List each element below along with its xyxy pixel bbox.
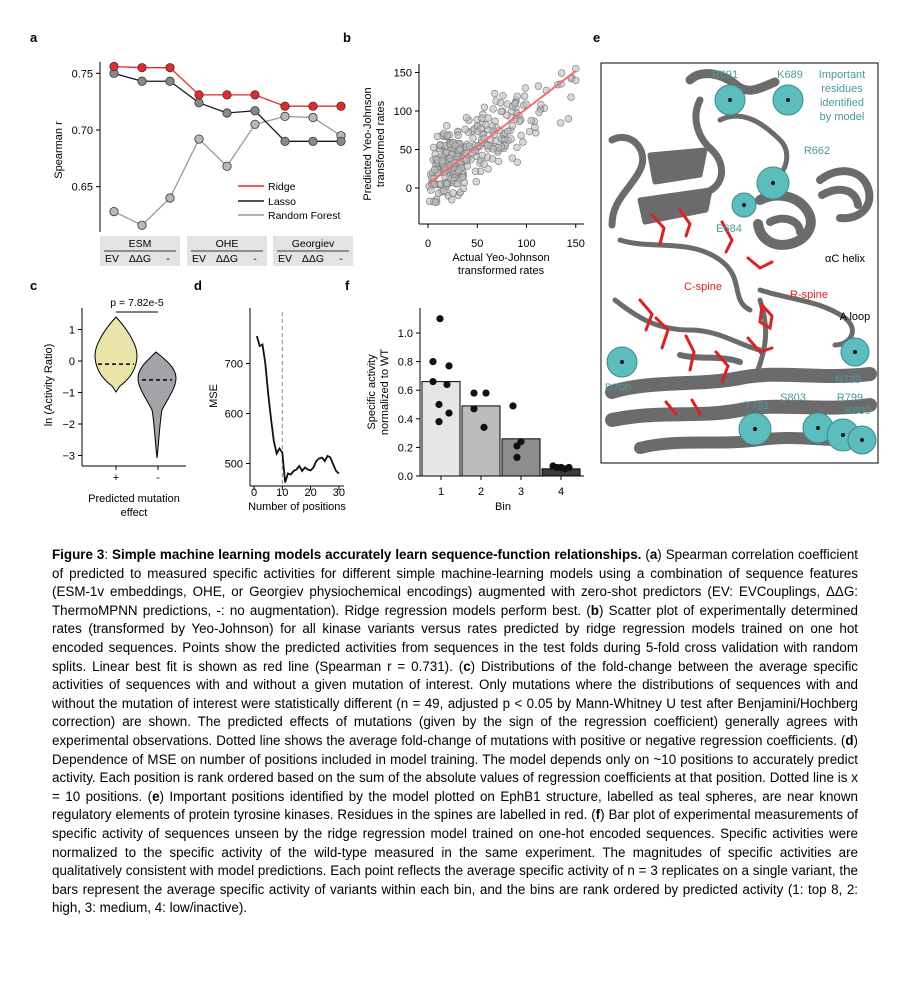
b-scatter-point [514,159,521,166]
f-point-bin-3 [509,402,516,409]
b-scatter-point [536,109,543,116]
b-scatter-point [430,144,437,151]
a-y-ticks [72,68,100,193]
panel-letter-f: f [345,278,350,293]
note-line-3: identified [819,97,865,109]
b-scatter-point [472,168,479,175]
b-scatter-point [504,128,511,135]
b-scatter-point [495,158,502,165]
panel-letter-a: a [30,30,38,45]
c-x-tick-positive: + [112,472,120,484]
a-y-tick-label: 0.75 [71,68,93,81]
note-line-2: residues [821,83,863,95]
b-scatter-point [462,126,469,133]
caption-letter-f: f [595,807,601,823]
f-x-tick-label: 3 [517,486,525,498]
a-point-lasso [223,109,231,117]
b-scatter-point [455,132,462,139]
panel-letter-e: e [593,30,601,45]
a-point-lasso [195,99,203,107]
violin-negative [138,352,176,458]
sub-ohe-ddg: ΔΔG [215,253,239,265]
b-scatter-point [565,115,572,122]
a-point-random-forest [223,162,231,170]
a-point-ridge [309,102,317,110]
f-point-bin-1 [445,409,452,416]
f-bar-bin-2 [462,406,500,476]
a-point-lasso [309,137,317,145]
b-scatter-point [521,93,528,100]
sub-esm-ev: EV [104,253,120,265]
b-scatter-point [456,146,463,153]
caption-text-b: ) Scatter plot of experimentally determined rates (transformed by Yeo-Johnson) for all kinase variants versus rates predicted by ridge regression models trained on one hot encoded sequences. Points show the predicted activities from sequences in the test folds during 5-fold cross validation with random splits. Linear best fit is shown as red line (Spearman r = 0.731). ( [52,602,858,674]
b-scatter-point [470,135,477,142]
d-x-tick-label: 0 [250,487,258,499]
b-scatter-point [489,123,496,130]
a-series [110,62,345,229]
a-point-ridge [138,63,146,71]
sub-esm-none: - [166,253,170,265]
caption-letter-e: e [152,788,160,804]
f-point-bin-1 [429,378,436,385]
label-t791: T791 [744,400,770,412]
b-scatter-point [454,180,461,187]
b-y-label-2: transformed rates [375,100,387,188]
b-y-tick-label: 0 [405,183,412,195]
panel-letter-c: c [30,278,38,293]
a-group-labels [100,236,353,266]
d-x-tick-label: 20 [304,487,317,499]
f-x-label: Bin [495,501,511,513]
f-point-bin-1 [445,362,452,369]
b-scatter-point [428,187,435,194]
label-e684: E684 [716,223,742,235]
b-x-tick-label: 0 [424,238,432,250]
a-point-random-forest [166,194,174,202]
f-point-bin-3 [513,454,520,461]
a-y-tick-label: 0.70 [71,125,93,137]
panel-letter-b: b [343,30,351,45]
f-point-bin-1 [436,315,443,322]
b-scatter-point [444,132,451,139]
b-scatter-point [490,106,497,113]
b-scatter-point [558,70,565,77]
label-a-loop: A loop [839,311,871,323]
label-r799: R799 [836,392,864,404]
a-point-lasso [138,77,146,85]
group-ohe: OHE [215,238,239,250]
legend-random-forest: Random Forest [268,210,341,222]
f-point-bin-1 [429,358,436,365]
b-scatter-point [572,77,579,84]
a-legend [238,181,340,222]
f-point-bin-4 [557,464,564,471]
group-esm: ESM [128,238,152,250]
caption-sep: : [104,547,113,562]
panel-f [345,278,584,513]
c-x-label-1: Predicted mutation [88,493,180,505]
b-y-tick-label: 150 [393,67,412,80]
f-y-tick-label: 0.0 [397,471,413,483]
b-scatter-point [481,104,488,111]
b-scatter-point [497,99,504,106]
label-n739: N739 [834,374,862,386]
c-y-tick-label: 1 [68,324,75,337]
caption-a-open: ( [641,547,650,562]
b-scatter-point [479,115,486,122]
sub-georgiev-none: - [339,253,343,265]
f-y-label-1: Specific activity [366,354,378,430]
b-y-tick-label: 100 [393,106,412,118]
c-y-tick-label: −2 [62,419,75,431]
a-point-lasso [166,77,174,85]
f-point-bin-2 [470,389,477,396]
b-x-tick-label: 150 [566,238,585,250]
b-scatter-point [526,128,533,135]
label-r691: R691 [711,69,739,81]
b-scatter-point [538,101,545,108]
b-scatter-point [443,180,450,187]
f-x-tick-label: 1 [437,486,445,498]
group-georgiev: Georgiev [291,238,335,250]
b-scatter-point [443,122,450,129]
c-x-tick-negative: - [156,472,160,484]
label-c-spine: C-spine [684,281,722,293]
c-y-tick-label: −3 [62,450,75,463]
b-y-label-1: Predicted Yeo-Johnson [362,87,374,201]
b-scatter-point [557,120,564,127]
a-y-label: Spearman r [53,121,65,179]
label-ac-helix: αC helix [825,253,865,265]
f-y-tick-label: 1.0 [397,328,413,340]
b-scatter-point [434,133,441,140]
a-line-ridge [114,67,341,107]
label-k689: K689 [777,69,803,81]
c-y-label: ln (Activity Ratio) [43,343,55,427]
b-scatter-point [490,145,497,152]
b-y-tick-label: 50 [399,144,412,157]
c-y-tick-label: 0 [68,356,75,368]
caption-text-d: ) Dependence of MSE on number of positions included in model training. The model depends only on ~10 positions to accurately predict activity. Each position is rank ordered based on the sum of the absolute values of regression coefficients at that position. Dotted line is x = 10 positions. ( [52,732,858,804]
b-scatter-point [473,178,480,185]
b-scatter-point [459,174,466,181]
b-scatter-point [535,83,542,90]
b-scatter-point [522,85,529,92]
b-scatter-point [516,118,523,125]
b-scatter-point [460,185,467,192]
label-r-spine: R-spine [790,289,828,301]
legend-lasso: Lasso [268,196,297,208]
figure-caption [52,546,858,918]
label-r662: R662 [803,145,831,157]
f-y-label-2: normalized to WT [379,348,391,436]
panel-b [343,30,585,277]
d-y-label: MSE [208,384,220,408]
c-pvalue: p = 7.82e-5 [110,297,164,309]
caption-text-c: ) Distributions of the fold-change between the average specific activities of sequences with and without a given mutation of interest. Only mutations where the distributions of sequences with and without the mutation of interest were statistically different (n = 49, adjusted p < 0.05 by Mann-Whitney U test after Benjamini/Hochberg correction) are shown. The predicted effects of mutations (given by the sign of the regression coefficient) generally agrees with experimental observations. Dotted line shows the average fold-change of mutations with positive or negative regression coefficients. ( [52,658,858,748]
b-scatter-point [485,115,492,122]
f-point-bin-4 [565,464,572,471]
b-scatter-point [440,188,447,195]
caption-text-e: ) Important positions identified by the model plotted on EphB1 structure, labelled as teal spheres, are near known regulatory elements of protein tyrosine kinases. Residues in the spines are labelled in red. ( [52,788,858,823]
caption-title: Simple machine learning models accurately learn sequence-function relationships. [112,547,642,562]
d-x-tick-label: 30 [332,487,346,499]
panel-d [194,278,346,513]
b-scatter-point [508,136,515,143]
a-point-random-forest [110,207,118,215]
a-y-tick-label: 0.65 [71,181,93,194]
a-point-ridge [223,91,231,99]
f-point-bin-2 [482,389,489,396]
d-mse-line [257,336,339,483]
b-scatter-point [466,143,473,150]
b-scatter-point [568,94,575,101]
panel-a [30,30,353,266]
note-line-4: by model [819,111,865,123]
f-bars [422,382,580,476]
c-x-label-2: effect [120,507,148,519]
a-point-random-forest [281,112,289,120]
sub-georgiev-ddg: ΔΔG [301,253,325,265]
caption-lead: Figure 3 [52,547,105,562]
label-k800: K800 [845,405,871,417]
b-scatter-point [481,161,488,168]
c-y-ticks [62,325,82,463]
a-point-ridge [110,62,118,70]
caption-letter-b: b [590,602,599,618]
b-scatter-point [512,100,519,107]
b-scatter-point [463,114,470,121]
legend-ridge: Ridge [268,181,296,193]
f-point-bin-1 [435,418,442,425]
b-scatter-point [431,166,438,173]
b-scatter-point [450,190,457,197]
b-x-label-2: transformed rates [457,265,545,277]
f-point-bin-2 [470,405,477,412]
b-scatter-point [514,144,521,151]
f-point-bin-2 [480,424,487,431]
b-scatter-point [447,155,454,162]
b-x-label-1: Actual Yeo-Johnson [452,252,550,264]
a-point-ridge [166,63,174,71]
note-line-1: Important [818,69,866,81]
sub-ohe-none: - [253,253,257,265]
panel-e [593,30,878,463]
a-line-lasso [114,73,341,141]
d-y-tick-label: 700 [224,358,243,371]
b-scatter-point [479,152,486,159]
caption-letter-a: a [649,547,658,562]
a-point-ridge [195,91,203,99]
caption-letter-d: d [845,732,854,748]
d-x-tick-label: 10 [276,487,289,499]
f-y-tick-label: 0.6 [397,385,413,398]
b-x-tick-label: 50 [471,238,484,250]
b-scatter-point [432,199,439,206]
a-point-lasso [251,107,259,115]
caption-text-f: ) Bar plot of experimental measurements of specific activity of sequences unseen by the ridge regression model trained on one-hot encoded sequences. Specific activities were normalized to the specific activity of the wild-type measured in the same experiment. The magnitudes of specific activities are qualitatively consistent with model predictions. Each point reflects the average specific activity of n = 3 replicates on a single variant, the bars represent the average specific activity of variants within each bin, and the bins are rank ordered by predicted activity (1: top 8, 2: high, 3: medium, 4: low/inactive). [52,807,858,916]
c-y-tick-label: −1 [62,387,75,400]
b-scatter-point [509,122,516,129]
a-point-ridge [281,102,289,110]
panel-c [30,278,186,519]
d-x-label: Number of positions [248,501,346,513]
a-point-ridge [337,102,345,110]
a-point-random-forest [138,221,146,229]
b-scatter-point [514,93,521,100]
sub-ohe-ev: EV [191,253,207,265]
f-y-tick-label: 0.4 [397,413,413,426]
a-point-lasso [337,137,345,145]
f-y-tick-label: 0.8 [397,356,413,369]
caption-letter-c: c [463,658,471,674]
d-y-tick-label: 600 [224,408,243,421]
sub-esm-ddg: ΔΔG [128,253,152,265]
f-y-tick-label: 0.2 [397,442,413,455]
b-scatter-point [518,132,525,139]
b-scatter-point [491,90,498,97]
f-point-bin-1 [443,381,450,388]
panel-letter-d: d [194,278,202,293]
a-point-random-forest [309,113,317,121]
a-point-random-forest [195,135,203,143]
b-scatter-point [478,125,485,132]
b-scatter-point [437,141,444,148]
b-scatter-point [448,196,455,203]
sub-georgiev-ev: EV [277,253,293,265]
b-scatter-point [520,139,527,146]
b-scatter-point [439,157,446,164]
f-point-bin-1 [435,401,442,408]
b-scatter-point [500,92,507,99]
a-point-ridge [251,91,259,99]
b-x-tick-label: 100 [517,238,536,250]
b-scatter-point [498,108,505,115]
f-x-tick-label: 2 [477,486,485,498]
f-point-bin-3 [513,442,520,449]
f-bar-bin-1 [422,382,460,476]
caption-text-a: ) Spearman correlation coefficient of predicted to measured specific activities for different simple machine-learning models using a combination of sequence features (ESM-1v embeddings, OHE, or Georgiev physiochemical encodings) augmented with zero-shot predictors (EV: EVCouplings, ΔΔG: ThermoMPNN predictions, -: no augmentation). Ridge regression models perform best. ( [52,547,858,618]
b-fit-line [428,71,576,184]
a-point-lasso [281,137,289,145]
b-scatter-point [528,117,535,124]
label-d706: D706 [604,382,632,394]
label-s803: S803 [780,392,806,404]
f-x-tick-label: 4 [557,486,565,498]
violin-positive [95,317,137,392]
a-point-random-forest [251,120,259,128]
d-y-tick-label: 500 [224,458,243,471]
